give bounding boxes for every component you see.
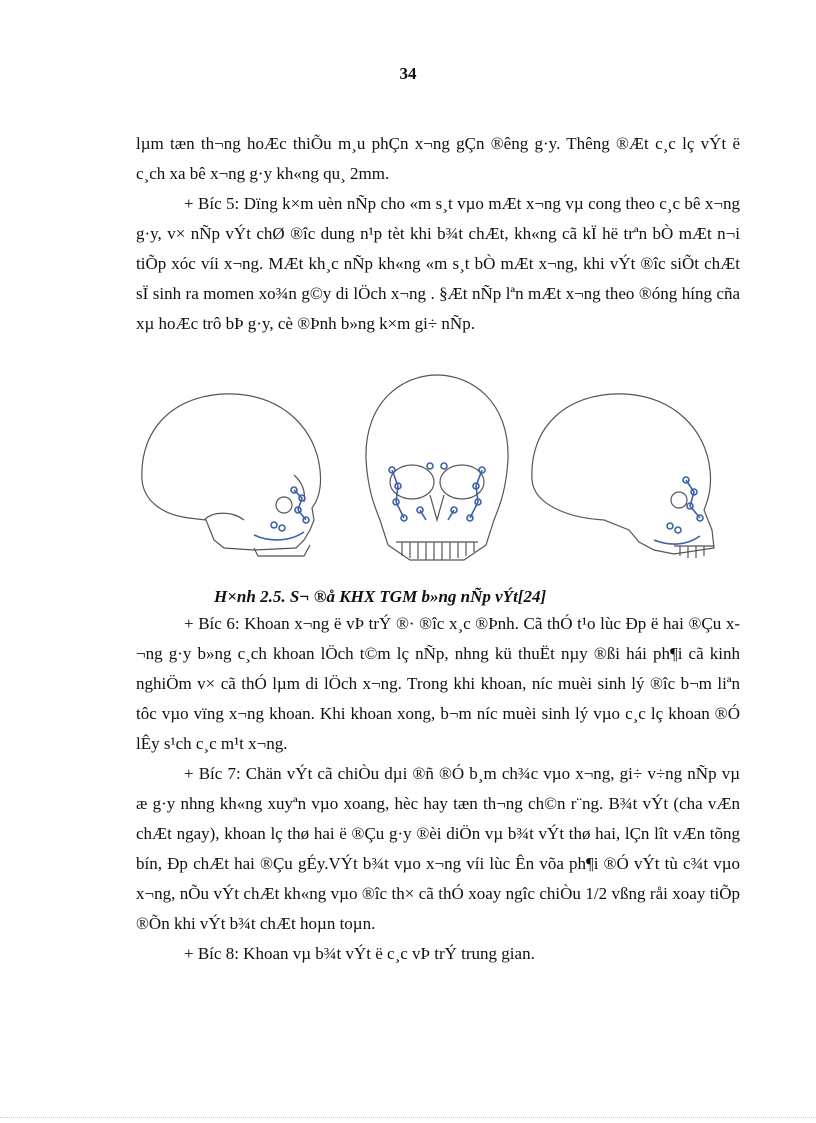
text-block-bottom — [136, 609, 740, 969]
figure-caption: H×nh 2.5. S¬ ®å KHX TGM b»ng nÑp vÝt[24] — [214, 587, 547, 606]
paragraph-step-5: + Bíc 5: Dïng k×m uèn nÑp cho «m s¸t vµo mÆt x¬ng vµ cong theo c¸c bê x¬ng g·y, v× nÑp vÝt chØ ®îc dung n¹p tèt khi b¾t chÆt, kh«ng cã kÏ hë trªn bÒ mÆt n¬i tiÕp xóc víi x¬ng. MÆt kh¸c nÑp kh«ng «m s¸t bÒ mÆt x¬ng, khi vÝt ®îc siÕt chÆt sÏ sinh ra momen xo¾n g©y di lÖch x¬ng . §Æt nÑp lªn mÆt x¬ng theo ®óng híng cña xµ hoÆc trô bÞ g·y, cè ®Þnh b»ng k×m gi÷ nÑp. — [136, 194, 740, 333]
paragraph-step-7: + Bíc 7: Chän vÝt cã chiÒu dµi ®ñ ®Ó b¸m ch¾c vµo x¬ng, gi÷ v÷ng nÑp vµ æ g·y nhng kh«ng xuyªn vµo xoang, hèc hay tæn th¬ng ch©n r¨ng. B¾t vÝt (cha vÆn chÆt ngay), khoan lç thø hai ë ®Çu g·y ®èi diÖn vµ b¾t vÝt thø hai, lÇn lît vÆn tõng bín, Ðp chÆt hai ®Çu gÉy.VÝt b¾t vµo x¬ng víi lùc Ên võa ph¶i ®Ó vÝt tù c¾t vµo x¬ng, nÕu vÝt chÆt kh«ng vµo ®îc th× cã thÓ xoay ngîc chiÒu 1/2 vßng råi xoay tiÕp ®Õn khi vÝt b¾t chÆt hoµn toµn. — [136, 764, 740, 933]
skull-lateral-left-illustration — [142, 394, 321, 556]
paragraph-step-8: + Bíc 8: Khoan vµ b¾t vÝt ë c¸c vÞ trÝ trung gian. — [184, 944, 535, 963]
footer-divider — [0, 1117, 816, 1118]
paragraph-step-6: + Bíc 6: Khoan x¬ng ë vÞ trÝ ®· ®îc x¸c ®Þnh. Cã thÓ t¹o lùc Ðp ë hai ®Çu x¬ng g·y b»ng c¸ch khoan lÖch t©m lç nÑp, nhng kü thuËt nµy ®ßi hái ph¶i cã kinh nghiÖm v× cã thÓ lµm di lÖch x¬ng. Trong khi khoan, níc muèi sinh lý ®îc b¬m liªn tôc vµo vïng x¬ng khoan. Khi khoan xong, b¬m níc muèi sinh lý vµo c¸c lç khoan ®Ó lÊy s¹ch c¸c m¹t x¬ng. — [136, 614, 740, 753]
skull-frontal-illustration — [366, 375, 508, 560]
paragraph: lµm tæn th¬ng hoÆc thiÕu m¸u phÇn x¬ng gÇn ®êng g·y. Thêng ®Æt c¸c lç vÝt ë c¸ch xa bê x¬ng g·y kh«ng qu¸ 2mm. — [136, 134, 740, 183]
text-block-top — [136, 129, 740, 339]
skull-lateral-right-illustration — [532, 394, 714, 558]
skull-figure — [134, 370, 738, 575]
page-number: 34 — [399, 64, 417, 83]
